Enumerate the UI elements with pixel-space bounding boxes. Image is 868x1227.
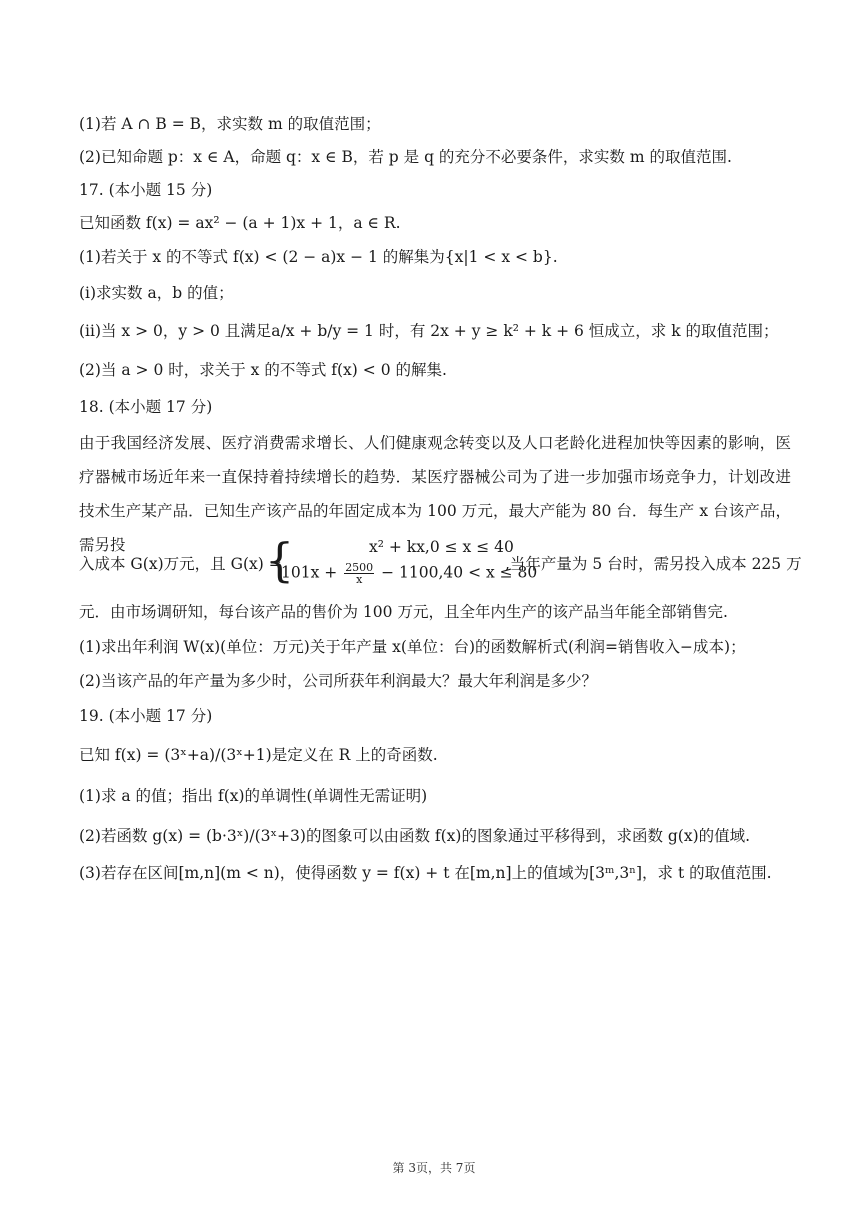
- page-footer: 第 3页，共 7页: [392, 1161, 476, 1175]
- question-19-part-3: (3)若存在区间[m,n](m < n)，使得函数 y = f(x) + t 在[m,n]上的值域为[3ᵐ,3ⁿ]，求 t 的取值范围.: [79, 864, 772, 882]
- question-17-part-2: (2)当 a > 0 时，求关于 x 的不等式 f(x) < 0 的解集.: [79, 361, 447, 379]
- question-18-part-2: (2)当该产品的年产量为多少时，公司所获年利润最大？最大年利润是多少？: [79, 672, 597, 690]
- fraction-2500-x: [344, 562, 374, 585]
- question-17-stem: 已知函数 f(x) = ax² − (a + 1)x + 1，a ∈ R.: [79, 214, 401, 232]
- fraction-denominator: x: [356, 573, 363, 586]
- question-18-stem: 由于我国经济发展、医疗消费需求增长、人们健康观念转变以及人口老龄化进程加快等因素的影响，医疗器械市场近年来一直保持着持续增长的趋势．某医疗器械公司为了进一步加强市场竞争力，计划改进技术生产某产品．已知生产该产品的年固定成本为 100 万元，最大产能为 80 台．每生产 x 台该产品，需另投: [79, 434, 791, 554]
- question-18-market: 元．由市场调研知，每台该产品的售价为 100 万元，且全年内生产的该产品当年能全部销售完.: [79, 603, 728, 621]
- case2-term: 101x +: [281, 563, 338, 582]
- piecewise-suffix: ,当年产量为 5 台时，需另投入成本 225 万: [505, 555, 802, 573]
- question-18-heading: 18. (本小题 17 分): [79, 398, 213, 416]
- question-19-part-1: (1)求 a 的值；指出 f(x)的单调性(单调性无需证明): [79, 787, 428, 805]
- question-17-part-1-i: (ⅰ)求实数 a，b 的值；: [79, 284, 234, 302]
- question-19-stem: 已知 f(x) = (3ˣ+a)/(3ˣ+1)是定义在 R 上的奇函数.: [79, 746, 438, 764]
- piecewise-prefix: 入成本 G(x)万元，且 G(x) =: [79, 555, 282, 573]
- question-17-heading: 17. (本小题 15 分): [79, 181, 213, 199]
- question-16-part-2: (2)已知命题 p：x ∈ A，命题 q：x ∈ B，若 p 是 q 的充分不必要条件，求实数 m 的取值范围.: [79, 148, 732, 166]
- case2-condition: − 1100,40 < x ≤ 80: [381, 563, 538, 582]
- piecewise-case-1: x² + kx,0 ≤ x ≤ 40: [369, 538, 514, 556]
- question-16-part-1: (1)若 A ∩ B = B，求实数 m 的取值范围；: [79, 115, 381, 133]
- question-19-heading: 19. (本小题 17 分): [79, 707, 213, 725]
- piecewise-case-2: [281, 562, 537, 585]
- question-18-part-1: (1)求出年利润 W(x)(单位：万元)关于年产量 x(单位：台)的函数解析式(利润=销售收入−成本)；: [79, 638, 746, 656]
- question-17-part-1: (1)若关于 x 的不等式 f(x) < (2 − a)x − 1 的解集为{x|1 < x < b}.: [79, 248, 558, 266]
- left-brace: {: [265, 533, 295, 587]
- fraction-numerator: 2500: [345, 561, 374, 574]
- question-19-part-2: (2)若函数 g(x) = (b·3ˣ)/(3ˣ+3)的图象可以由函数 f(x)的图象通过平移得到，求函数 g(x)的值域.: [79, 827, 751, 845]
- question-17-part-1-ii: (ⅱ)当 x > 0，y > 0 且满足a/x + b/y = 1 时，有 2x + y ≥ k² + k + 6 恒成立，求 k 的取值范围；: [79, 322, 779, 340]
- piecewise-cost-line: [79, 533, 802, 587]
